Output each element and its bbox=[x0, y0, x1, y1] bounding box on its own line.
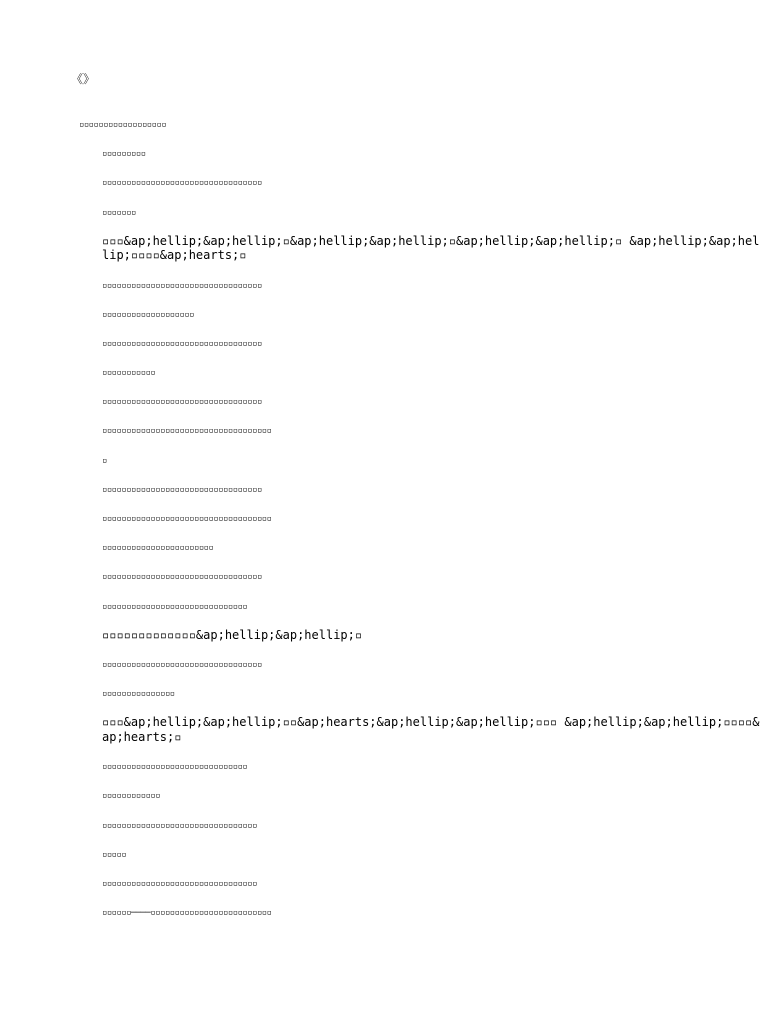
document-body bbox=[71, 117, 761, 934]
body-line: ▫▫▫▫▫▫▫▫▫▫▫▫▫▫▫▫▫▫▫▫▫▫▫▫▫▫▫▫▫▫▫▫▫ bbox=[102, 279, 262, 290]
body-line: ▫▫▫▫▫▫▫▫▫ bbox=[102, 148, 146, 159]
body-line: ▫▫▫&ap;hellip;&ap;hellip;▫&ap;hellip;&ap;hellip;▫&ap;hellip;&ap;hellip;▫ &ap;hellip;&ap;hellip;▫▫▫▫&ap;hearts;▫ bbox=[102, 233, 760, 263]
body-line: ▫▫▫▫▫▫▫▫▫▫▫▫ bbox=[102, 790, 161, 801]
body-line: ▫▫▫▫▫▫▫▫▫▫▫▫▫▫▫▫▫▫▫▫▫▫▫▫▫▫▫▫▫▫▫▫ bbox=[102, 819, 257, 830]
body-line: ▫▫▫▫▫▫▫▫▫▫▫▫▫▫▫▫▫▫ bbox=[79, 119, 167, 129]
body-line: ▫▫▫▫▫ bbox=[102, 848, 127, 859]
body-line: ▫▫▫▫▫▫▫▫▫▫▫▫▫▫▫ bbox=[102, 688, 175, 699]
body-line: ▫▫▫▫▫▫▫▫▫▫▫▫▫&ap;hellip;&ap;hellip;▫ bbox=[102, 627, 363, 642]
document-title: 《》 bbox=[71, 72, 96, 86]
body-line: ▫▫▫▫▫▫▫▫▫▫▫▫▫▫▫▫▫▫▫▫▫▫▫▫▫▫▫▫▫▫ bbox=[102, 600, 248, 611]
body-line: ▫▫▫▫▫▫▫▫▫▫▫▫▫▫▫▫▫▫▫▫▫▫▫▫▫▫▫▫▫▫▫▫▫ bbox=[102, 658, 262, 669]
body-line: ▫▫▫▫▫▫▫▫▫▫▫▫▫▫▫▫▫▫▫▫▫▫▫▫▫▫▫▫▫▫▫▫▫ bbox=[102, 177, 262, 188]
body-line: ▫▫▫▫▫▫▫▫▫▫▫▫▫▫▫▫▫▫▫▫▫▫▫▫▫▫▫▫▫▫▫▫▫ bbox=[102, 571, 262, 582]
body-line: ▫▫▫&ap;hellip;&ap;hellip;▫▫&ap;hearts;&ap;hellip;&ap;hellip;▫▫▫ &ap;hellip;&ap;hellip;▫▫▫▫&ap;hearts;▫ bbox=[102, 715, 760, 744]
body-line: ▫▫▫▫▫▫▫▫▫▫▫▫▫▫▫▫▫▫▫ bbox=[102, 308, 195, 319]
body-line: ▫▫▫▫▫▫▫▫▫▫▫ bbox=[102, 367, 156, 378]
body-line: ▫ bbox=[102, 454, 107, 465]
body-line: ▫▫▫▫▫▫▫▫▫▫▫▫▫▫▫▫▫▫▫▫▫▫▫▫▫▫▫▫▫▫ bbox=[102, 761, 248, 772]
body-line: ▫▫▫▫▫▫▫▫▫▫▫▫▫▫▫▫▫▫▫▫▫▫▫▫▫▫▫▫▫▫▫▫▫▫▫ bbox=[102, 513, 272, 524]
body-line: ▫▫▫▫▫▫▫▫▫▫▫▫▫▫▫▫▫▫▫▫▫▫▫▫▫▫▫▫▫▫▫▫▫ bbox=[102, 396, 262, 407]
body-line: ▫▫▫▫▫▫▫▫▫▫▫▫▫▫▫▫▫▫▫▫▫▫▫▫▫▫▫▫▫▫▫▫▫ bbox=[102, 483, 262, 494]
body-line: ▫▫▫▫▫▫▫▫▫▫▫▫▫▫▫▫▫▫▫▫▫▫▫▫▫▫▫▫▫▫▫▫▫ bbox=[102, 337, 262, 348]
body-line: ▫▫▫▫▫▫▫ bbox=[102, 206, 136, 217]
body-line: ▫▫▫▫▫▫▫▫▫▫▫▫▫▫▫▫▫▫▫▫▫▫▫ bbox=[102, 542, 214, 553]
body-line: ▫▫▫▫▫▫▫▫▫▫▫▫▫▫▫▫▫▫▫▫▫▫▫▫▫▫▫▫▫▫▫▫▫▫▫ bbox=[102, 425, 272, 436]
body-line: ▫▫▫▫▫▫▫▫▫▫▫▫▫▫▫▫▫▫▫▫▫▫▫▫▫▫▫▫▫▫▫▫ bbox=[102, 877, 257, 888]
body-line: ▫▫▫▫▫▫────▫▫▫▫▫▫▫▫▫▫▫▫▫▫▫▫▫▫▫▫▫▫▫▫▫ bbox=[102, 907, 272, 918]
